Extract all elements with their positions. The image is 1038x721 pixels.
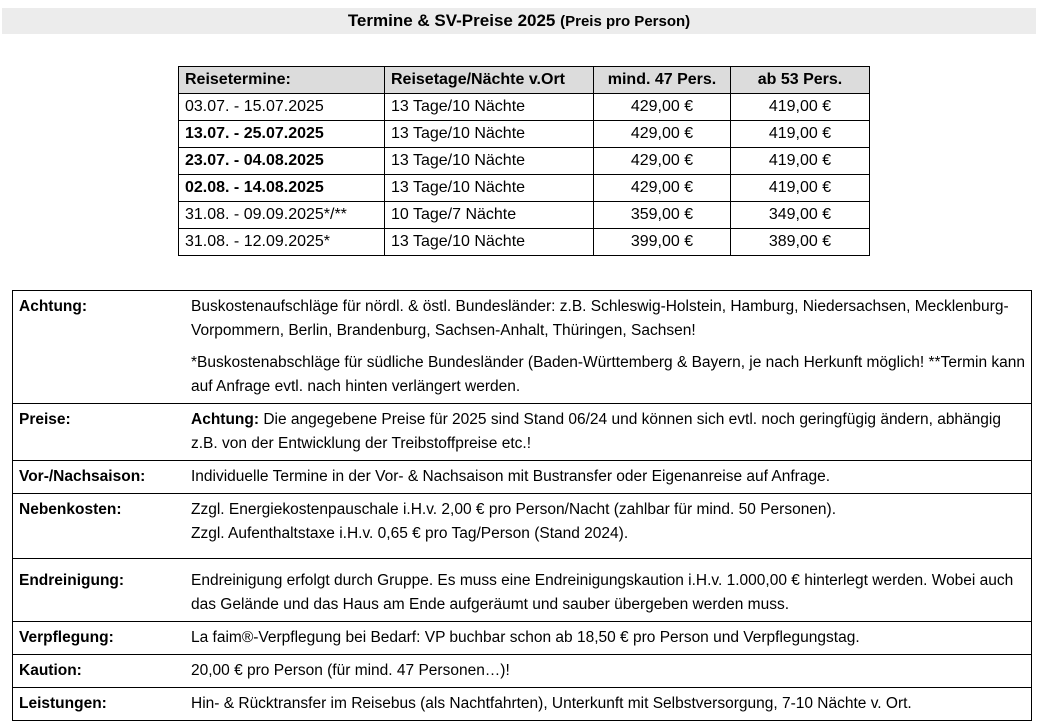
achtung-paragraph-1: Buskostenaufschläge für nördl. & östl. Bundesländer: z.B. Schleswig-Holstein, Hamburg, Niedersachsen, Mecklenburg-Vorpommern, Berlin, Brandenburg, Sachsen-Anhalt, Thüringen, Sachsen! [191,298,1009,339]
info-row-nebenkosten [13,494,1032,559]
preise-emphasis: Achtung: [191,411,260,428]
table-row [179,94,870,121]
row-days: 13 Tage/10 Nächte [385,148,594,175]
info-text: La faim®-Verpflegung bei Bedarf: VP buchbar schon ab 18,50 € pro Person und Verpflegungstag. [185,622,1032,655]
row-date: 31.08. - 12.09.2025* [179,229,385,256]
nebenkosten-line-2: Zzgl. Aufenthaltstaxe i.H.v. 0,65 € pro Tag/Person (Stand 2024). [191,525,629,542]
info-text [185,404,1032,461]
row-price-53: 389,00 € [731,229,870,256]
row-price-47: 429,00 € [594,121,731,148]
info-label: Vor-/Nachsaison: [13,461,186,494]
row-price-47: 359,00 € [594,202,731,229]
row-date: 23.07. - 04.08.2025 [179,148,385,175]
info-row-preise [13,404,1032,461]
row-price-53: 419,00 € [731,121,870,148]
row-days: 13 Tage/10 Nächte [385,229,594,256]
price-table-header [179,67,870,94]
info-label: Leistungen: [13,688,186,721]
row-price-53: 419,00 € [731,175,870,202]
row-days: 13 Tage/10 Nächte [385,121,594,148]
info-label: Kaution: [13,655,186,688]
row-date: 13.07. - 25.07.2025 [179,121,385,148]
preise-text: Die angegebene Preise für 2025 sind Stand 06/24 und können sich evtl. noch geringfügig ändern, abhängig z.B. von der Entwicklung der Treibstoffpreise etc.! [191,411,1001,452]
info-row-verpflegung [13,622,1032,655]
info-row-endreinigung [13,559,1032,622]
table-row [179,121,870,148]
page-title [2,8,1036,34]
title-main: Termine & SV-Preise 2025 [347,11,556,30]
info-label: Verpflegung: [13,622,186,655]
table-row [179,175,870,202]
header-dates: Reisetermine: [179,67,385,94]
row-price-47: 399,00 € [594,229,731,256]
row-date: 03.07. - 15.07.2025 [179,94,385,121]
header-price-47: mind. 47 Pers. [594,67,731,94]
table-row [179,229,870,256]
row-date: 02.08. - 14.08.2025 [179,175,385,202]
row-price-53: 419,00 € [731,148,870,175]
row-date: 31.08. - 09.09.2025*/** [179,202,385,229]
info-label: Achtung: [13,291,186,404]
price-table [178,66,870,256]
info-text: Individuelle Termine in der Vor- & Nachsaison mit Bustransfer oder Eigenanreise auf Anfrage. [185,461,1032,494]
achtung-paragraph-2: *Buskostenabschläge für südliche Bundesländer (Baden-Württemberg & Bayern, je nach Herkunft möglich! **Termin kann auf Anfrage evtl. nach hinten verlängert werden. [191,354,1025,395]
row-price-47: 429,00 € [594,148,731,175]
info-text [185,291,1032,404]
info-row-achtung [13,291,1032,404]
info-text: Hin- & Rücktransfer im Reisebus (als Nachtfahrten), Unterkunft mit Selbstversorgung, 7-10 Nächte v. Ort. [185,688,1032,721]
nebenkosten-line-1: Zzgl. Energiekostenpauschale i.H.v. 2,00 € pro Person/Nacht (zahlbar für mind. 50 Personen). [191,501,837,518]
info-row-leistungen [13,688,1032,721]
info-text [185,494,1032,559]
row-price-53: 419,00 € [731,94,870,121]
row-days: 13 Tage/10 Nächte [385,94,594,121]
title-sub: (Preis pro Person) [560,13,691,30]
row-days: 10 Tage/7 Nächte [385,202,594,229]
row-price-53: 349,00 € [731,202,870,229]
info-row-kaution [13,655,1032,688]
info-row-saison [13,461,1032,494]
info-text: 20,00 € pro Person (für mind. 47 Personen…)! [185,655,1032,688]
header-days: Reisetage/Nächte v.Ort [385,67,594,94]
info-label: Endreinigung: [13,559,186,622]
row-price-47: 429,00 € [594,175,731,202]
info-table [12,290,1032,721]
info-label: Nebenkosten: [13,494,186,559]
info-text: Endreinigung erfolgt durch Gruppe. Es muss eine Endreinigungskaution i.H.v. 1.000,00 € hinterlegt werden. Wobei auch das Gelände und das Haus am Ende aufgeräumt und sauber übergeben werden muss. [185,559,1032,622]
header-price-53: ab 53 Pers. [731,67,870,94]
info-label: Preise: [13,404,186,461]
row-price-47: 429,00 € [594,94,731,121]
table-row [179,148,870,175]
row-days: 13 Tage/10 Nächte [385,175,594,202]
table-row [179,202,870,229]
